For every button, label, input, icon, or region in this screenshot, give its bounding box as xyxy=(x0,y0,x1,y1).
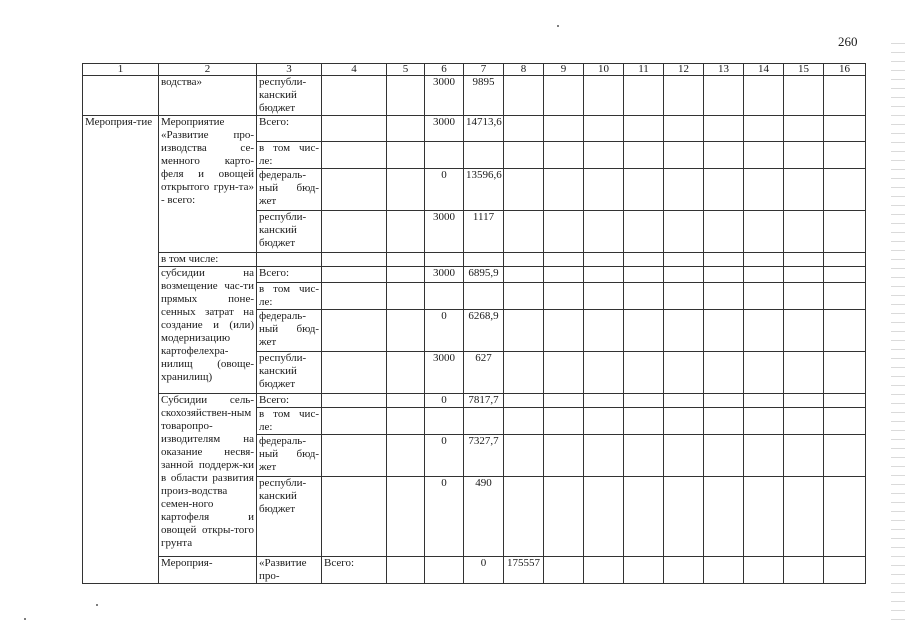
column-header: 3 xyxy=(257,64,322,76)
cell-source: в том чис-ле: xyxy=(257,408,322,435)
cell-description: Мероприятие «Развитие про-изводства се-менного карто-феля и овощей открытого грун-та» - всего: xyxy=(159,116,257,253)
cell-source: республи-канский бюджет xyxy=(257,352,322,394)
cell-value-col7: 490 xyxy=(464,477,504,557)
column-header: 16 xyxy=(824,64,866,76)
cell-value-col6: 3000 xyxy=(425,76,464,116)
table-row xyxy=(83,267,866,283)
cell-source: федераль-ный бюд-жет xyxy=(257,435,322,477)
cell-value-col6: 0 xyxy=(425,169,464,211)
cell-value-col7: 9895 xyxy=(464,76,504,116)
cell-source: республи-канский бюджет xyxy=(257,211,322,253)
cell-value-col6: 3000 xyxy=(425,116,464,142)
cell-value-col7: 1117 xyxy=(464,211,504,253)
cell-description: субсидии на возмещение час-ти прямых поне-сенных затрат на создание и (или) модернизацию картофелехра-нилищ (овоще-хранилищ) xyxy=(159,267,257,394)
table-row xyxy=(83,253,866,267)
table-row xyxy=(83,76,866,116)
cell-value-col6: 0 xyxy=(425,394,464,408)
cell-source: Всего: xyxy=(257,394,322,408)
column-header: 7 xyxy=(464,64,504,76)
cell-value-col6: 0 xyxy=(425,477,464,557)
cell-value-col7: 6895,9 xyxy=(464,267,504,283)
column-header: 8 xyxy=(504,64,544,76)
column-header: 6 xyxy=(425,64,464,76)
column-number-header-row xyxy=(83,64,866,76)
cell-measure: Мероприя-тие xyxy=(83,116,159,584)
cell-measure: Мероприя- xyxy=(159,557,257,584)
cell-value-col7: 14713,6 xyxy=(464,116,504,142)
column-header: 11 xyxy=(624,64,664,76)
cell-source: Всего: xyxy=(257,116,322,142)
column-header: 10 xyxy=(584,64,624,76)
column-header: 5 xyxy=(387,64,425,76)
column-header: 2 xyxy=(159,64,257,76)
scan-speck xyxy=(24,618,26,620)
column-header: 14 xyxy=(744,64,784,76)
cell-value-col6: 0 xyxy=(425,310,464,352)
cell-source: Всего: xyxy=(322,557,387,584)
page-number: 260 xyxy=(838,34,858,49)
budget-table xyxy=(82,63,866,584)
column-header: 15 xyxy=(784,64,824,76)
cell-value-col7: 627 xyxy=(464,352,504,394)
cell-value-col6: 3000 xyxy=(425,211,464,253)
cell-source: в том чис-ле: xyxy=(257,283,322,310)
cell-value-col7: 175557 xyxy=(504,557,544,584)
cell-value-col7: 6268,9 xyxy=(464,310,504,352)
cell-description: водства» xyxy=(159,76,257,116)
cell-source: республи-канский бюджет xyxy=(257,76,322,116)
cell-value-col7: 7327,7 xyxy=(464,435,504,477)
cell-value-col7: 7817,7 xyxy=(464,394,504,408)
scan-speck xyxy=(96,604,98,606)
scan-edge-artifact xyxy=(891,40,905,620)
cell-value-col6: 0 xyxy=(464,557,504,584)
cell-source: республи-канский бюджет xyxy=(257,477,322,557)
cell-source: федераль-ный бюд-жет xyxy=(257,310,322,352)
column-header: 13 xyxy=(704,64,744,76)
column-header: 1 xyxy=(83,64,159,76)
cell-measure xyxy=(83,76,159,116)
cell-description: «Развитие про- xyxy=(257,557,322,584)
scan-speck xyxy=(557,25,559,27)
cell-value-col6: 3000 xyxy=(425,352,464,394)
cell-source: федераль-ный бюд-жет xyxy=(257,169,322,211)
column-header: 4 xyxy=(322,64,387,76)
cell-description: Субсидии сель-скохозяйствен-ным товаропро-изводителям на оказание несвя-занной поддерж-ки в области развития произ-водства семен-ного картофеля и овощей откры-того грунта xyxy=(159,394,257,557)
table-row xyxy=(83,116,866,142)
cell-description: в том числе: xyxy=(159,253,257,267)
cell-source: Всего: xyxy=(257,267,322,283)
table-row xyxy=(83,557,866,584)
column-header: 12 xyxy=(664,64,704,76)
cell-value-col6: 3000 xyxy=(425,267,464,283)
table-row xyxy=(83,394,866,408)
cell-value-col7: 13596,6 xyxy=(464,169,504,211)
cell-value-col6: 0 xyxy=(425,435,464,477)
cell-source: в том чис-ле: xyxy=(257,142,322,169)
column-header: 9 xyxy=(544,64,584,76)
